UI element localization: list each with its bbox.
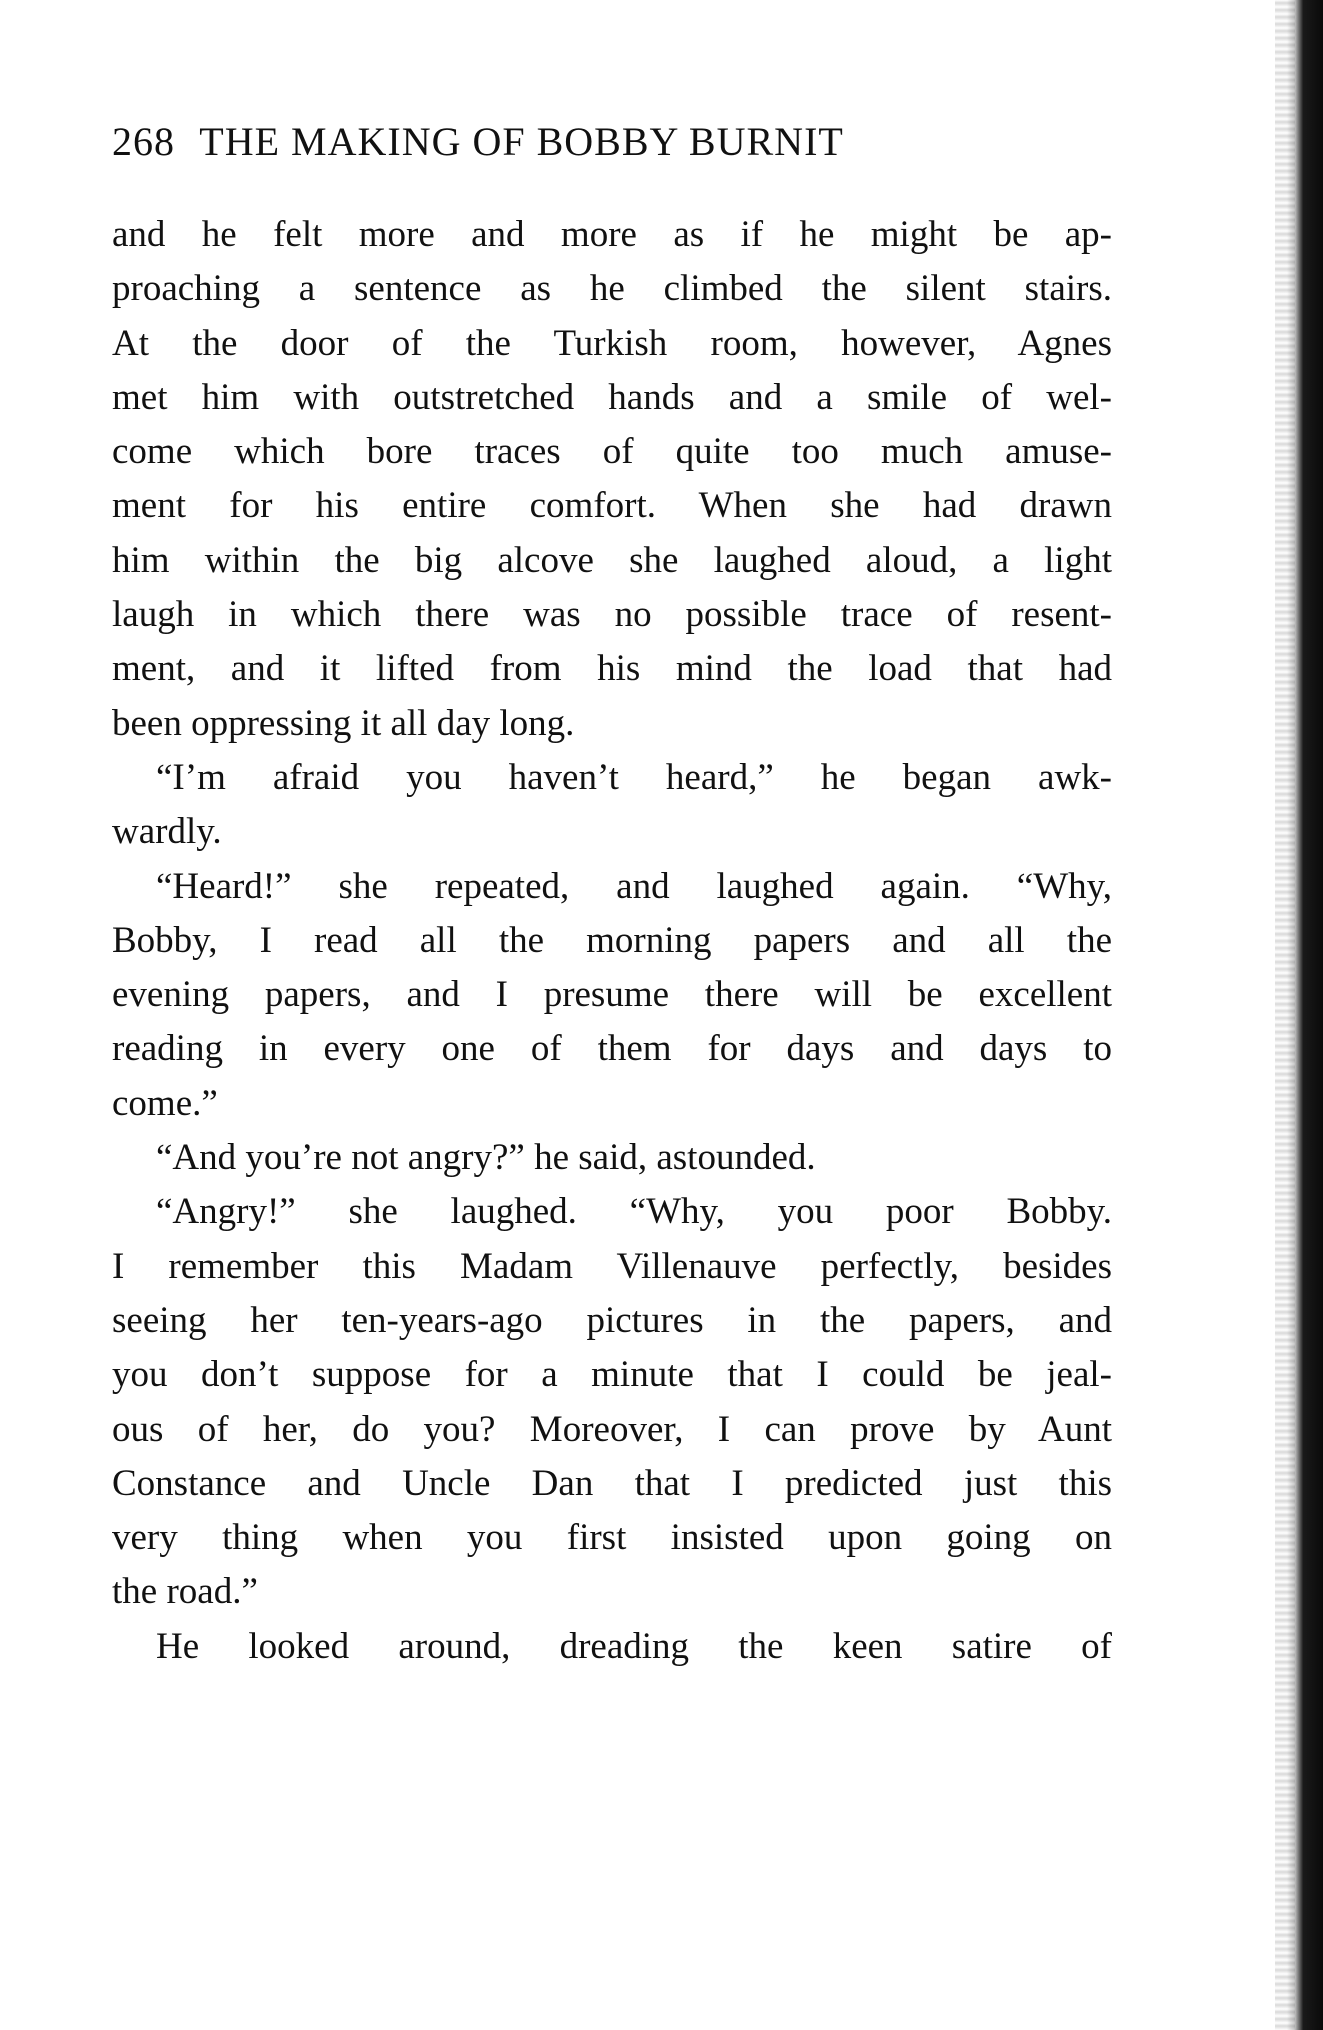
text-line: At the door of the Turkish room, however, Agnes <box>112 322 1112 364</box>
text-line: come which bore traces of quite too much amuse- <box>112 431 1112 473</box>
text-line: “And you’re not angry?” he said, astounded. <box>156 1137 816 1179</box>
text-line: him within the big alcove she laughed aloud, a light <box>112 539 1112 581</box>
text-line: He looked around, dreading the keen satire of <box>156 1625 1112 1667</box>
running-head <box>112 112 1012 172</box>
text-line: come.” <box>112 1082 218 1124</box>
text-line: evening papers, and I presume there will be excellent <box>112 974 1112 1016</box>
text-line: the road.” <box>112 1571 258 1613</box>
text-line: “I’m afraid you haven’t heard,” he began awk- <box>156 756 1112 798</box>
text-line: “Angry!” she laughed. “Why, you poor Bobby. <box>156 1191 1112 1233</box>
text-line: ous of her, do you? Moreover, I can prove by Aunt <box>112 1408 1112 1450</box>
text-line: “Heard!” she repeated, and laughed again. “Why, <box>156 865 1112 907</box>
text-line: and he felt more and more as if he might be ap- <box>112 214 1112 255</box>
text-line: laugh in which there was no possible trace of resent- <box>112 594 1112 636</box>
text-line: Constance and Uncle Dan that I predicted just this <box>112 1462 1112 1504</box>
text-line: reading in every one of them for days and days to <box>112 1028 1112 1070</box>
text-line: you don’t suppose for a minute that I could be jeal- <box>112 1354 1112 1396</box>
text-line: ment for his entire comfort. When she had drawn <box>112 485 1112 527</box>
page-number: 268 <box>112 119 175 164</box>
running-title: THE MAKING OF BOBBY BURNIT <box>199 119 844 164</box>
text-line: proaching a sentence as he climbed the silent stairs. <box>112 268 1112 310</box>
page-binding-shadow <box>1275 0 1295 2030</box>
text-line: very thing when you first insisted upon going on <box>112 1517 1112 1559</box>
text-line: been oppressing it all day long. <box>112 702 575 744</box>
text-line: Bobby, I read all the morning papers and all the <box>112 919 1112 961</box>
text-line: ment, and it lifted from his mind the load that had <box>112 648 1112 690</box>
text-line: met him with outstretched hands and a smile of wel- <box>112 376 1112 418</box>
body-text <box>112 208 1112 1674</box>
text-line: I remember this Madam Villenauve perfectly, besides <box>112 1245 1112 1287</box>
text-line: wardly. <box>112 811 222 853</box>
text-line: seeing her ten-years-ago pictures in the papers, and <box>112 1299 1112 1341</box>
